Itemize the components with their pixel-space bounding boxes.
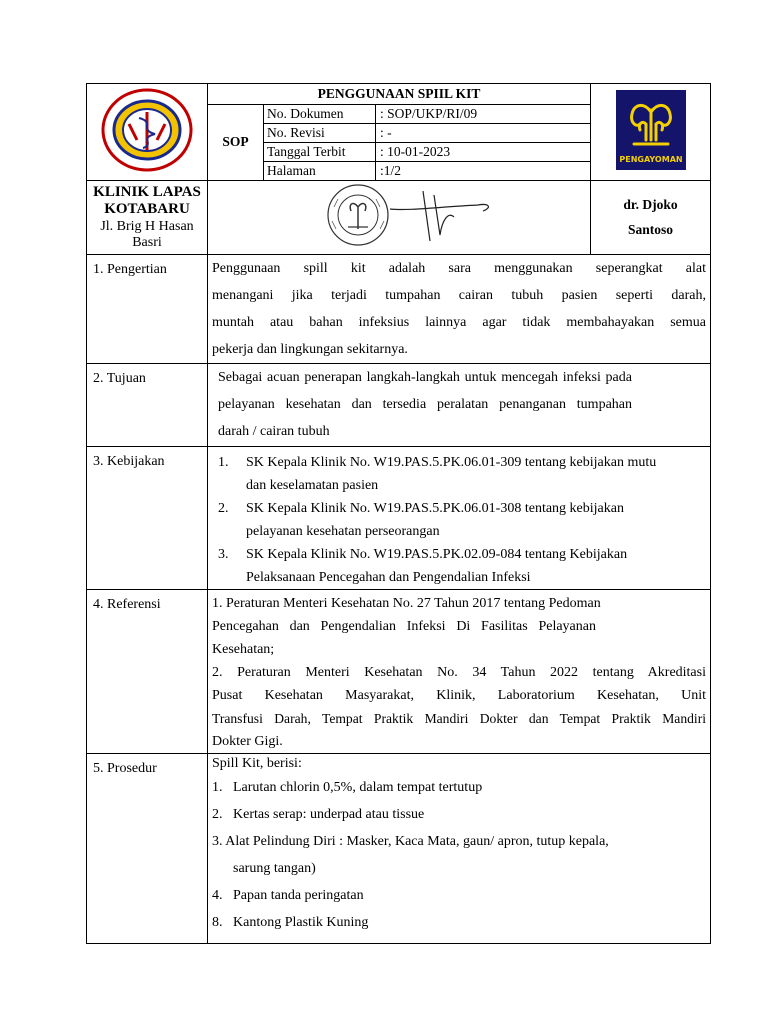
text-line: darah / cairan tubuh	[218, 423, 330, 439]
meta-row-halaman	[264, 162, 590, 181]
section-label-pengertian: 1. Pengertian	[87, 254, 208, 363]
clinic-name-line2: KOTABARU	[104, 201, 190, 218]
section-label-referensi: 4. Referensi	[87, 589, 208, 753]
meta-row-dokumen	[264, 105, 590, 124]
section-body-kebijakan	[208, 446, 711, 589]
list-number: 3.	[218, 546, 229, 562]
left-logo-cell	[87, 84, 208, 181]
text-line: pelayanan kesehatan dan tersedia peralatan penanganan tumpahan	[218, 396, 632, 412]
text-line: Transfusi Darah, Tempat Praktik Mandiri Dokter dan Tempat Praktik Mandiri	[212, 710, 706, 726]
section-label-kebijakan: 3. Kebijakan	[87, 446, 208, 589]
svg-text:PENGAYOMAN: PENGAYOMAN	[618, 154, 683, 164]
sop-table	[86, 83, 711, 944]
clinic-address-line2: Basri	[132, 234, 162, 250]
list-number: 1.	[218, 454, 229, 470]
pengayoman-logo-icon	[616, 90, 686, 170]
meta-label: No. Revisi	[264, 124, 376, 143]
list-text: Pelaksanaan Pencegahan dan Pengendalian Infeksi	[246, 569, 531, 585]
list-text: pelayanan kesehatan perseorangan	[246, 523, 440, 539]
text-line: Penggunaan spill kit adalah sara menggunakan seperangkat alat	[212, 260, 706, 276]
metadata-cell	[264, 105, 591, 181]
sop-label: SOP	[208, 105, 264, 181]
text-line: pekerja dan lingkungan sekitarnya.	[212, 341, 408, 357]
clinic-info	[87, 181, 208, 255]
meta-label: Tanggal Terbit	[264, 143, 376, 162]
section-label-tujuan: 2. Tujuan	[87, 363, 208, 446]
text-line: 2. Peraturan Menteri Kesehatan No. 34 Tahun 2022 tentang Akreditasi	[212, 664, 706, 680]
meta-value: : SOP/UKP/RI/09	[380, 105, 478, 121]
list-item: sarung tangan)	[212, 860, 316, 876]
text-line: Pencegahan dan Pengendalian Infeksi Di Fasilitas Pelayanan	[212, 618, 596, 634]
section-body-referensi	[208, 589, 711, 753]
text-line: menangani jika terjadi tumpahan cairan tubuh pasien seperti darah,	[212, 287, 706, 303]
meta-label: No. Dokumen	[264, 105, 376, 124]
meta-value: :1/2	[376, 162, 591, 181]
stamp-signature-cell	[208, 181, 591, 255]
meta-value: : -	[376, 124, 591, 143]
section-label-prosedur: 5. Prosedur	[87, 753, 208, 943]
list-item: 3. Alat Pelindung Diri : Masker, Kaca Mata, gaun/ apron, tutup kepala,	[212, 833, 609, 849]
health-workers-logo-icon	[99, 88, 195, 172]
list-item: 1. Larutan chlorin 0,5%, dalam tempat tertutup	[212, 779, 483, 795]
list-text: SK Kepala Klinik No. W19.PAS.5.PK.06.01-308 tentang kebijakan	[246, 500, 624, 516]
meta-row-revisi	[264, 124, 590, 143]
list-item	[212, 497, 706, 543]
section-body-tujuan	[208, 363, 711, 446]
right-logo-cell	[591, 84, 711, 181]
doctor-name-line1: dr. Djoko	[623, 196, 678, 212]
metadata-table	[264, 105, 590, 180]
text-line: Spill Kit, berisi:	[212, 755, 302, 771]
text-line: Dokter Gigi.	[212, 733, 283, 749]
text-line: 1. Peraturan Menteri Kesehatan No. 27 Tahun 2017 tentang Pedoman	[212, 595, 601, 611]
list-number: 2.	[218, 500, 229, 516]
list-text: dan keselamatan pasien	[246, 477, 379, 493]
clinic-stamp-and-signature	[208, 181, 591, 249]
clinic-stamp-icon	[328, 185, 388, 245]
text-line: Sebagai acuan penerapan langkah-langkah untuk mencegah infeksi pada	[218, 369, 632, 385]
text-line: Kesehatan;	[212, 641, 275, 657]
meta-label: Halaman	[264, 162, 376, 181]
list-item: 4. Papan tanda peringatan	[212, 887, 364, 903]
list-item	[212, 451, 706, 497]
list-item: 8. Kantong Plastik Kuning	[212, 914, 369, 930]
list-item	[212, 543, 706, 589]
list-text: SK Kepala Klinik No. W19.PAS.5.PK.06.01-309 tentang kebijakan mutu	[246, 454, 657, 470]
clinic-name-line1: KLINIK LAPAS	[93, 184, 201, 201]
sop-document	[86, 83, 710, 944]
list-item: 2. Kertas serap: underpad atau tissue	[212, 806, 425, 822]
doctor-info	[591, 181, 711, 255]
text-line: muntah atau bahan infeksius lainnya agar tidak membahayakan semua	[212, 314, 706, 330]
meta-value: : 10-01-2023	[376, 143, 591, 162]
text-line: Pusat Kesehatan Masyarakat, Klinik, Laboratorium Kesehatan, Unit	[212, 687, 706, 703]
signature-icon	[390, 191, 488, 241]
document-title: PENGGUNAAN SPIIL KIT	[208, 84, 591, 105]
section-body-pengertian	[208, 254, 711, 363]
list-text: SK Kepala Klinik No. W19.PAS.5.PK.02.09-084 tentang Kebijakan	[246, 546, 628, 562]
doctor-name-line2: Santoso	[627, 222, 673, 238]
section-body-prosedur	[208, 753, 711, 943]
meta-row-tanggal	[264, 143, 590, 162]
clinic-address-line1: Jl. Brig H Hasan	[100, 218, 194, 234]
